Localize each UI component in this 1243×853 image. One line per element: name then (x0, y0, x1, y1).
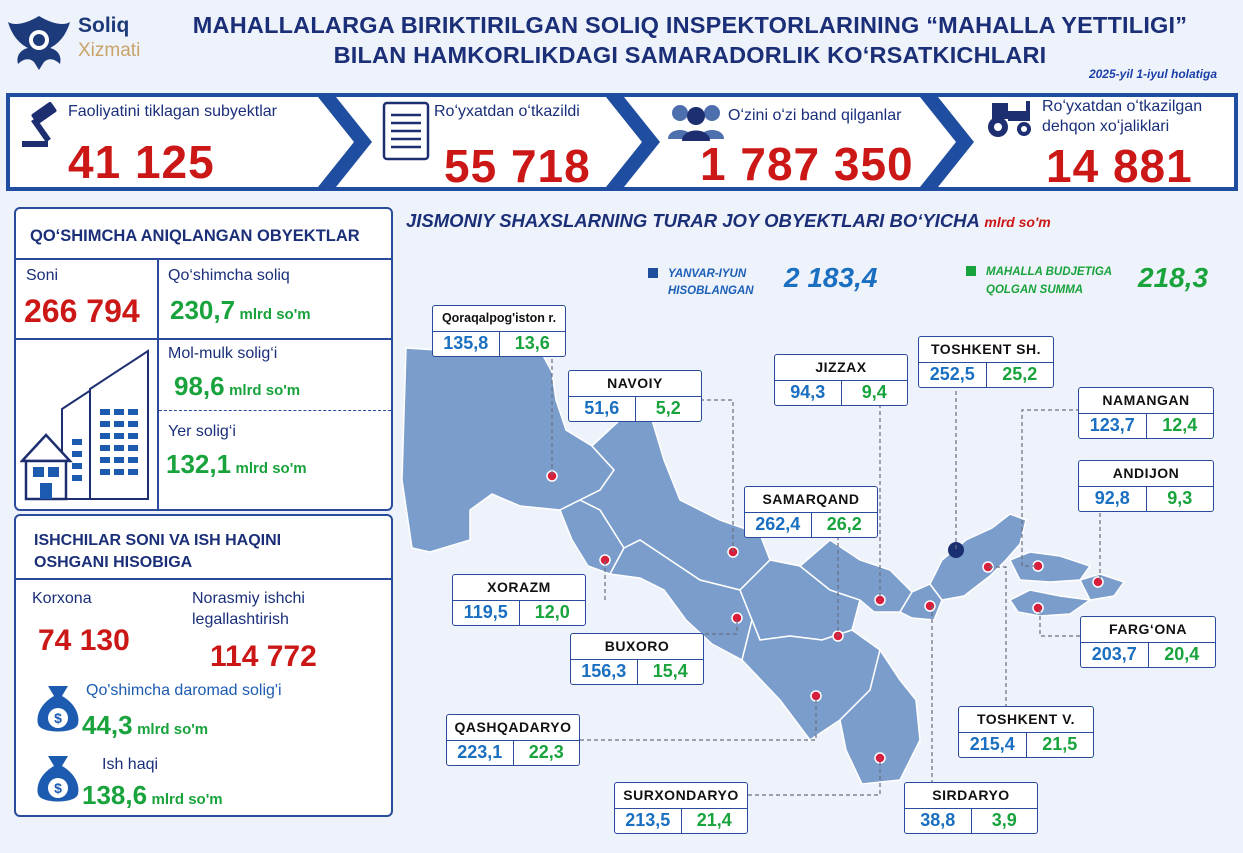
legend-calculated-value: 2 183,4 (784, 262, 878, 293)
informal-label-line1: Norasmiy ishchi (192, 590, 305, 607)
leader-toshkent-v (988, 567, 1006, 708)
region-name: JIZZAX (815, 359, 867, 375)
land-tax-label: Yer solig‘i (168, 423, 236, 440)
property-tax-value: 98,6 (174, 371, 225, 401)
stat-value-farms: 14 881 (1046, 140, 1193, 192)
region-calc: 223,1 (447, 741, 514, 765)
tashkent-city-marker (948, 542, 964, 558)
region-calc: 92,8 (1079, 487, 1147, 511)
extra-tax-unit: mlrd so'm (239, 306, 311, 323)
region-dot-andijon (1093, 577, 1103, 587)
legend-budget-line1: MAHALLA BUDJETIGA (986, 266, 1113, 278)
region-label-qoraqalpogiston (432, 305, 566, 357)
region-calc: 203,7 (1081, 643, 1149, 667)
region-label-fargona (1080, 616, 1216, 668)
region-calc: 215,4 (959, 733, 1027, 757)
income-tax-label: Qo'shimcha daromad solig'i (86, 682, 282, 699)
region-label-toshkent-sh (918, 336, 1054, 388)
region-name: QASHQADARYO (454, 719, 572, 735)
region-budget: 22,3 (528, 742, 564, 762)
region-label-buxoro (570, 633, 704, 685)
logo-text-soliq: Soliq (78, 14, 130, 37)
region-name: BUXORO (604, 638, 670, 654)
enterprise-label: Korxona (32, 590, 92, 607)
salary-unit: mlrd so'm (151, 791, 223, 808)
region-budget: 12,4 (1162, 415, 1198, 435)
legend-budget-value: 218,3 (1138, 262, 1209, 293)
stat-label-farms-line2: dehqon xoʻjaliklari (1042, 118, 1170, 135)
land-tax-unit: mlrd so'm (235, 460, 307, 477)
legend-calculated-line2: HISOBLANGAN (668, 285, 754, 297)
region-budget: 26,2 (826, 514, 862, 534)
region-budget: 13,6 (514, 333, 550, 353)
region-calc: 94,3 (775, 381, 842, 405)
region-fargona (1010, 590, 1090, 616)
stat-label-self-employed: Oʻzini oʻzi band qilganlar (728, 107, 902, 124)
property-tax-unit: mlrd so'm (229, 382, 301, 399)
svg-text:$: $ (54, 780, 62, 796)
title-line-2: BILAN HAMKORLIKDAGI SAMARADORLIK KOʻRSATKICHLARI (333, 42, 1047, 68)
region-name: ANDIJON (1112, 465, 1180, 481)
stat-value-restored: 41 125 (68, 136, 215, 188)
region-toshkent-v (930, 514, 1026, 600)
extra-tax-value: 230,7 (170, 295, 236, 325)
stat-label-registered: Roʻyxatdan oʻtkazildi (434, 103, 580, 120)
enterprise-value: 74 130 (38, 624, 130, 657)
logo-text-xizmati: Xizmati (78, 40, 141, 61)
region-label-surxondaryo (614, 782, 748, 834)
report-date: 2025-yil 1-iyul holatiga (1088, 67, 1217, 81)
salary-value: 138,6 (82, 780, 148, 810)
region-budget: 5,2 (655, 398, 681, 418)
region-calc: 123,7 (1079, 414, 1147, 438)
workers-header-line2: OSHGANI HISOBIGA (34, 554, 193, 571)
region-name: NAVOIY (607, 375, 663, 391)
region-calc: 119,5 (453, 601, 520, 625)
region-name: SAMARQAND (762, 491, 860, 507)
region-calc: 156,3 (571, 660, 638, 684)
leader-namangan (1022, 410, 1080, 566)
map-title-text: JISMONIY SHAXSLARNING TURAR JOY OBYEKTLARI BOʻYICHA (406, 210, 980, 231)
informal-value: 114 772 (210, 640, 317, 673)
region-calc: 252,5 (919, 363, 987, 387)
leader-qashqadaryo (580, 696, 816, 740)
count-label: Soni (26, 267, 59, 284)
region-label-samarqand (744, 486, 878, 538)
salary-label: Ish haqi (102, 756, 159, 773)
region-name: NAMANGAN (1102, 392, 1190, 408)
land-tax-value: 132,1 (166, 449, 232, 479)
legend-budget-line2: QOLGAN SUMMA (986, 284, 1084, 296)
region-budget: 21,5 (1042, 734, 1078, 754)
region-label-sirdaryo (904, 782, 1038, 834)
income-tax-value: 44,3 (82, 710, 133, 740)
region-calc: 51,6 (569, 397, 636, 421)
region-calc: 38,8 (905, 809, 972, 833)
region-label-jizzax (774, 354, 908, 406)
region-budget: 12,0 (534, 602, 570, 622)
objects-header: QOʻSHIMCHA ANIQLANGAN OBYEKTLAR (30, 227, 360, 245)
region-budget: 25,2 (1002, 364, 1038, 384)
region-name: Qoraqalpog'iston r. (441, 311, 557, 325)
region-name: FARG‘ONA (1109, 621, 1187, 637)
region-budget: 3,9 (991, 810, 1017, 830)
region-label-toshkent-v (958, 706, 1094, 758)
region-name: TOSHKENT V. (976, 711, 1076, 727)
region-calc: 135,8 (433, 332, 500, 356)
svg-text:$: $ (54, 710, 62, 726)
region-dot-sirdaryo (925, 601, 935, 611)
extra-tax-label: Qo‘shimcha soliq (168, 267, 290, 284)
map-title-unit: mlrd so'm (984, 214, 1051, 230)
region-budget: 9,4 (861, 382, 887, 402)
region-label-qashqadaryo (446, 714, 580, 766)
stat-value-registered: 55 718 (444, 140, 591, 192)
region-name: SURXONDARYO (623, 787, 739, 803)
stat-label-restored: Faoliyatini tiklagan subyektlar (68, 103, 277, 120)
region-name: TOSHKENT SH. (931, 341, 1041, 357)
region-budget: 9,3 (1167, 488, 1193, 508)
stat-value-self-employed: 1 787 350 (700, 138, 914, 190)
workers-header-line1: ISHCHILAR SONI VA ISH HAQINI (34, 532, 282, 549)
region-calc: 262,4 (745, 513, 812, 537)
region-budget: 15,4 (652, 661, 688, 681)
legend-calculated-line1: YANVAR-IYUN (668, 268, 747, 280)
informal-label-line2: legallashtirish (192, 611, 289, 628)
region-label-xorazm (452, 574, 586, 626)
region-label-navoiy (568, 370, 702, 422)
region-calc: 213,5 (615, 809, 682, 833)
property-tax-label: Mol-mulk solig‘i (168, 345, 278, 362)
region-label-namangan (1078, 387, 1214, 439)
region-label-andijon (1078, 460, 1214, 512)
region-budget: 21,4 (696, 810, 732, 830)
region-name: SIRDARYO (932, 787, 1010, 803)
stat-label-farms-line1: Roʻyxatdan oʻtkazilgan (1042, 98, 1203, 115)
region-name: XORAZM (487, 579, 551, 595)
count-value: 266 794 (24, 293, 140, 329)
title-line-1: MAHALLALARGA BIRIKTIRILGAN SOLIQ INSPEKTORLARINING “MAHALLA YETTILIGI” (192, 12, 1188, 38)
region-budget: 20,4 (1164, 644, 1200, 664)
region-dot-fargona (1033, 603, 1043, 613)
income-tax-unit: mlrd so'm (137, 721, 209, 738)
